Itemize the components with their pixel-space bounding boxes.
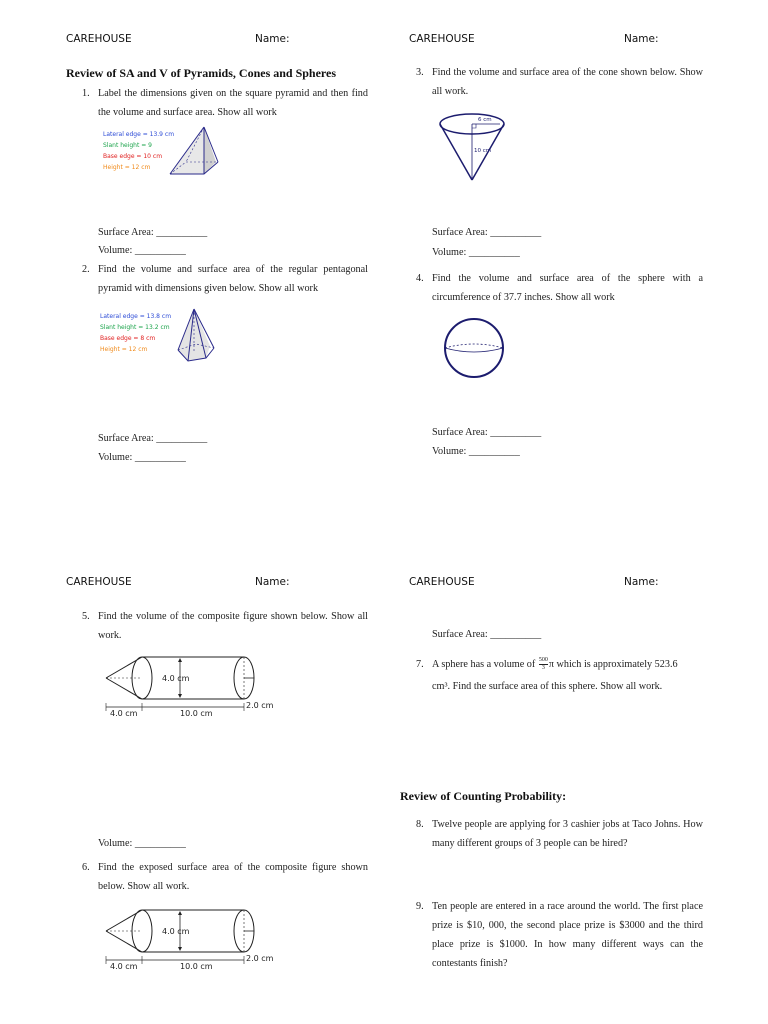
label-lateral-edge: Lateral edge = 13.8 cm <box>100 313 172 320</box>
question-9 <box>416 897 703 977</box>
header-company: CAREHOUSE <box>409 576 475 588</box>
question-text: Find the exposed surface area of the composite figure shown below. Show all work. <box>98 862 368 892</box>
fraction-numerator: 500 <box>538 657 548 664</box>
square-pyramid-figure <box>168 124 224 178</box>
cone-length-label: 4.0 cm <box>110 709 138 718</box>
sphere-figure <box>442 316 506 380</box>
surface-area-answer: Surface Area: __________ <box>98 227 208 238</box>
volume-answer: Volume: __________ <box>432 446 520 457</box>
question-text: Find the volume and surface area of the regular pentagonal pyramid with dimensions given below. Show all work <box>98 264 368 294</box>
surface-area-answer: Surface Area: __________ <box>432 227 542 238</box>
question-number: 1. <box>82 88 90 99</box>
question-text: Label the dimensions given on the square pyramid and then find the volume and surface area. Show all work <box>98 88 368 118</box>
question-2 <box>82 260 368 300</box>
cylinder-length-label: 10.0 cm <box>180 709 213 718</box>
surface-area-answer: Surface Area: __________ <box>432 427 542 438</box>
question-text: Find the volume and surface area of the sphere with a circumference of 37.7 inches. Show all work <box>432 273 703 303</box>
dimension-labels <box>103 129 174 173</box>
question-number: 9. <box>416 901 424 912</box>
question-4 <box>416 269 703 309</box>
header-name-label: Name: <box>624 576 659 588</box>
question-text: Find the volume and surface area of the cone shown below. Show all work. <box>432 67 703 97</box>
radius-label: 2.0 cm <box>246 701 274 710</box>
dimension-labels <box>100 311 171 355</box>
volume-answer: Volume: __________ <box>98 838 186 849</box>
surface-area-answer: Surface Area: __________ <box>98 433 208 444</box>
cone-height-label: 10 cm <box>474 148 492 154</box>
question-5 <box>82 607 368 647</box>
question-text: Ten people are entered in a race around the world. The first place prize is $10, 000, the second place prize is $3000 and the third place prize is $1000. In how many different ways can the contestants finish? <box>432 901 703 969</box>
cylinder-length-label: 10.0 cm <box>180 962 213 971</box>
fraction <box>539 657 548 672</box>
volume-answer: Volume: __________ <box>98 452 186 463</box>
surface-area-answer: Surface Area: __________ <box>432 629 542 640</box>
volume-answer: Volume: __________ <box>98 245 186 256</box>
composite-figure <box>104 654 284 718</box>
header-company: CAREHOUSE <box>66 576 132 588</box>
label-base-edge: Base edge = 8 cm <box>100 335 156 342</box>
question-number: 8. <box>416 819 424 830</box>
question-text-line-2: cm³. Find the surface area of this sphere. Show all work. <box>432 681 663 692</box>
question-text-start: A sphere has a volume of <box>432 659 536 670</box>
question-7 <box>416 653 703 697</box>
question-number: 3. <box>416 67 424 78</box>
question-text-end: π which is approximately 523.6 <box>548 659 678 670</box>
fraction-denominator: 3 <box>541 665 545 672</box>
question-number: 6. <box>82 862 90 873</box>
diameter-label: 4.0 cm <box>162 674 190 683</box>
section-title: Review of SA and V of Pyramids, Cones and Spheres <box>66 66 337 80</box>
question-1 <box>82 84 368 124</box>
cone-radius-label: 6 cm <box>478 117 492 123</box>
question-number: 2. <box>82 264 90 275</box>
pentagonal-pyramid-figure <box>172 306 218 364</box>
question-6 <box>82 858 368 898</box>
diameter-label: 4.0 cm <box>162 927 190 936</box>
header-name-label: Name: <box>255 576 290 588</box>
question-text <box>432 655 678 674</box>
question-text: Find the volume of the composite figure shown below. Show all work. <box>98 611 368 641</box>
question-3 <box>416 63 703 103</box>
question-text: Twelve people are applying for 3 cashier jobs at Taco Johns. How many different groups of 3 people can be hired? <box>432 819 703 849</box>
label-slant-height: Slant height = 9 <box>103 142 152 149</box>
section-title: Review of Counting Probability: <box>400 789 567 803</box>
question-number: 5. <box>82 611 90 622</box>
header-company: CAREHOUSE <box>66 33 132 45</box>
label-base-edge: Base edge = 10 cm <box>103 153 163 160</box>
label-height: Height = 12 cm <box>103 164 151 171</box>
question-number: 7. <box>416 659 424 670</box>
composite-figure <box>104 907 284 971</box>
cone-figure <box>436 110 508 184</box>
question-8 <box>416 815 703 855</box>
label-slant-height: Slant height = 13.2 cm <box>100 324 170 331</box>
cone-length-label: 4.0 cm <box>110 962 138 971</box>
header-name-label: Name: <box>255 33 290 45</box>
volume-answer: Volume: __________ <box>432 247 520 258</box>
label-lateral-edge: Lateral edge = 13.9 cm <box>103 131 175 138</box>
label-height: Height = 12 cm <box>100 346 148 353</box>
question-number: 4. <box>416 273 424 284</box>
radius-label: 2.0 cm <box>246 954 274 963</box>
header-company: CAREHOUSE <box>409 33 475 45</box>
header-name-label: Name: <box>624 33 659 45</box>
